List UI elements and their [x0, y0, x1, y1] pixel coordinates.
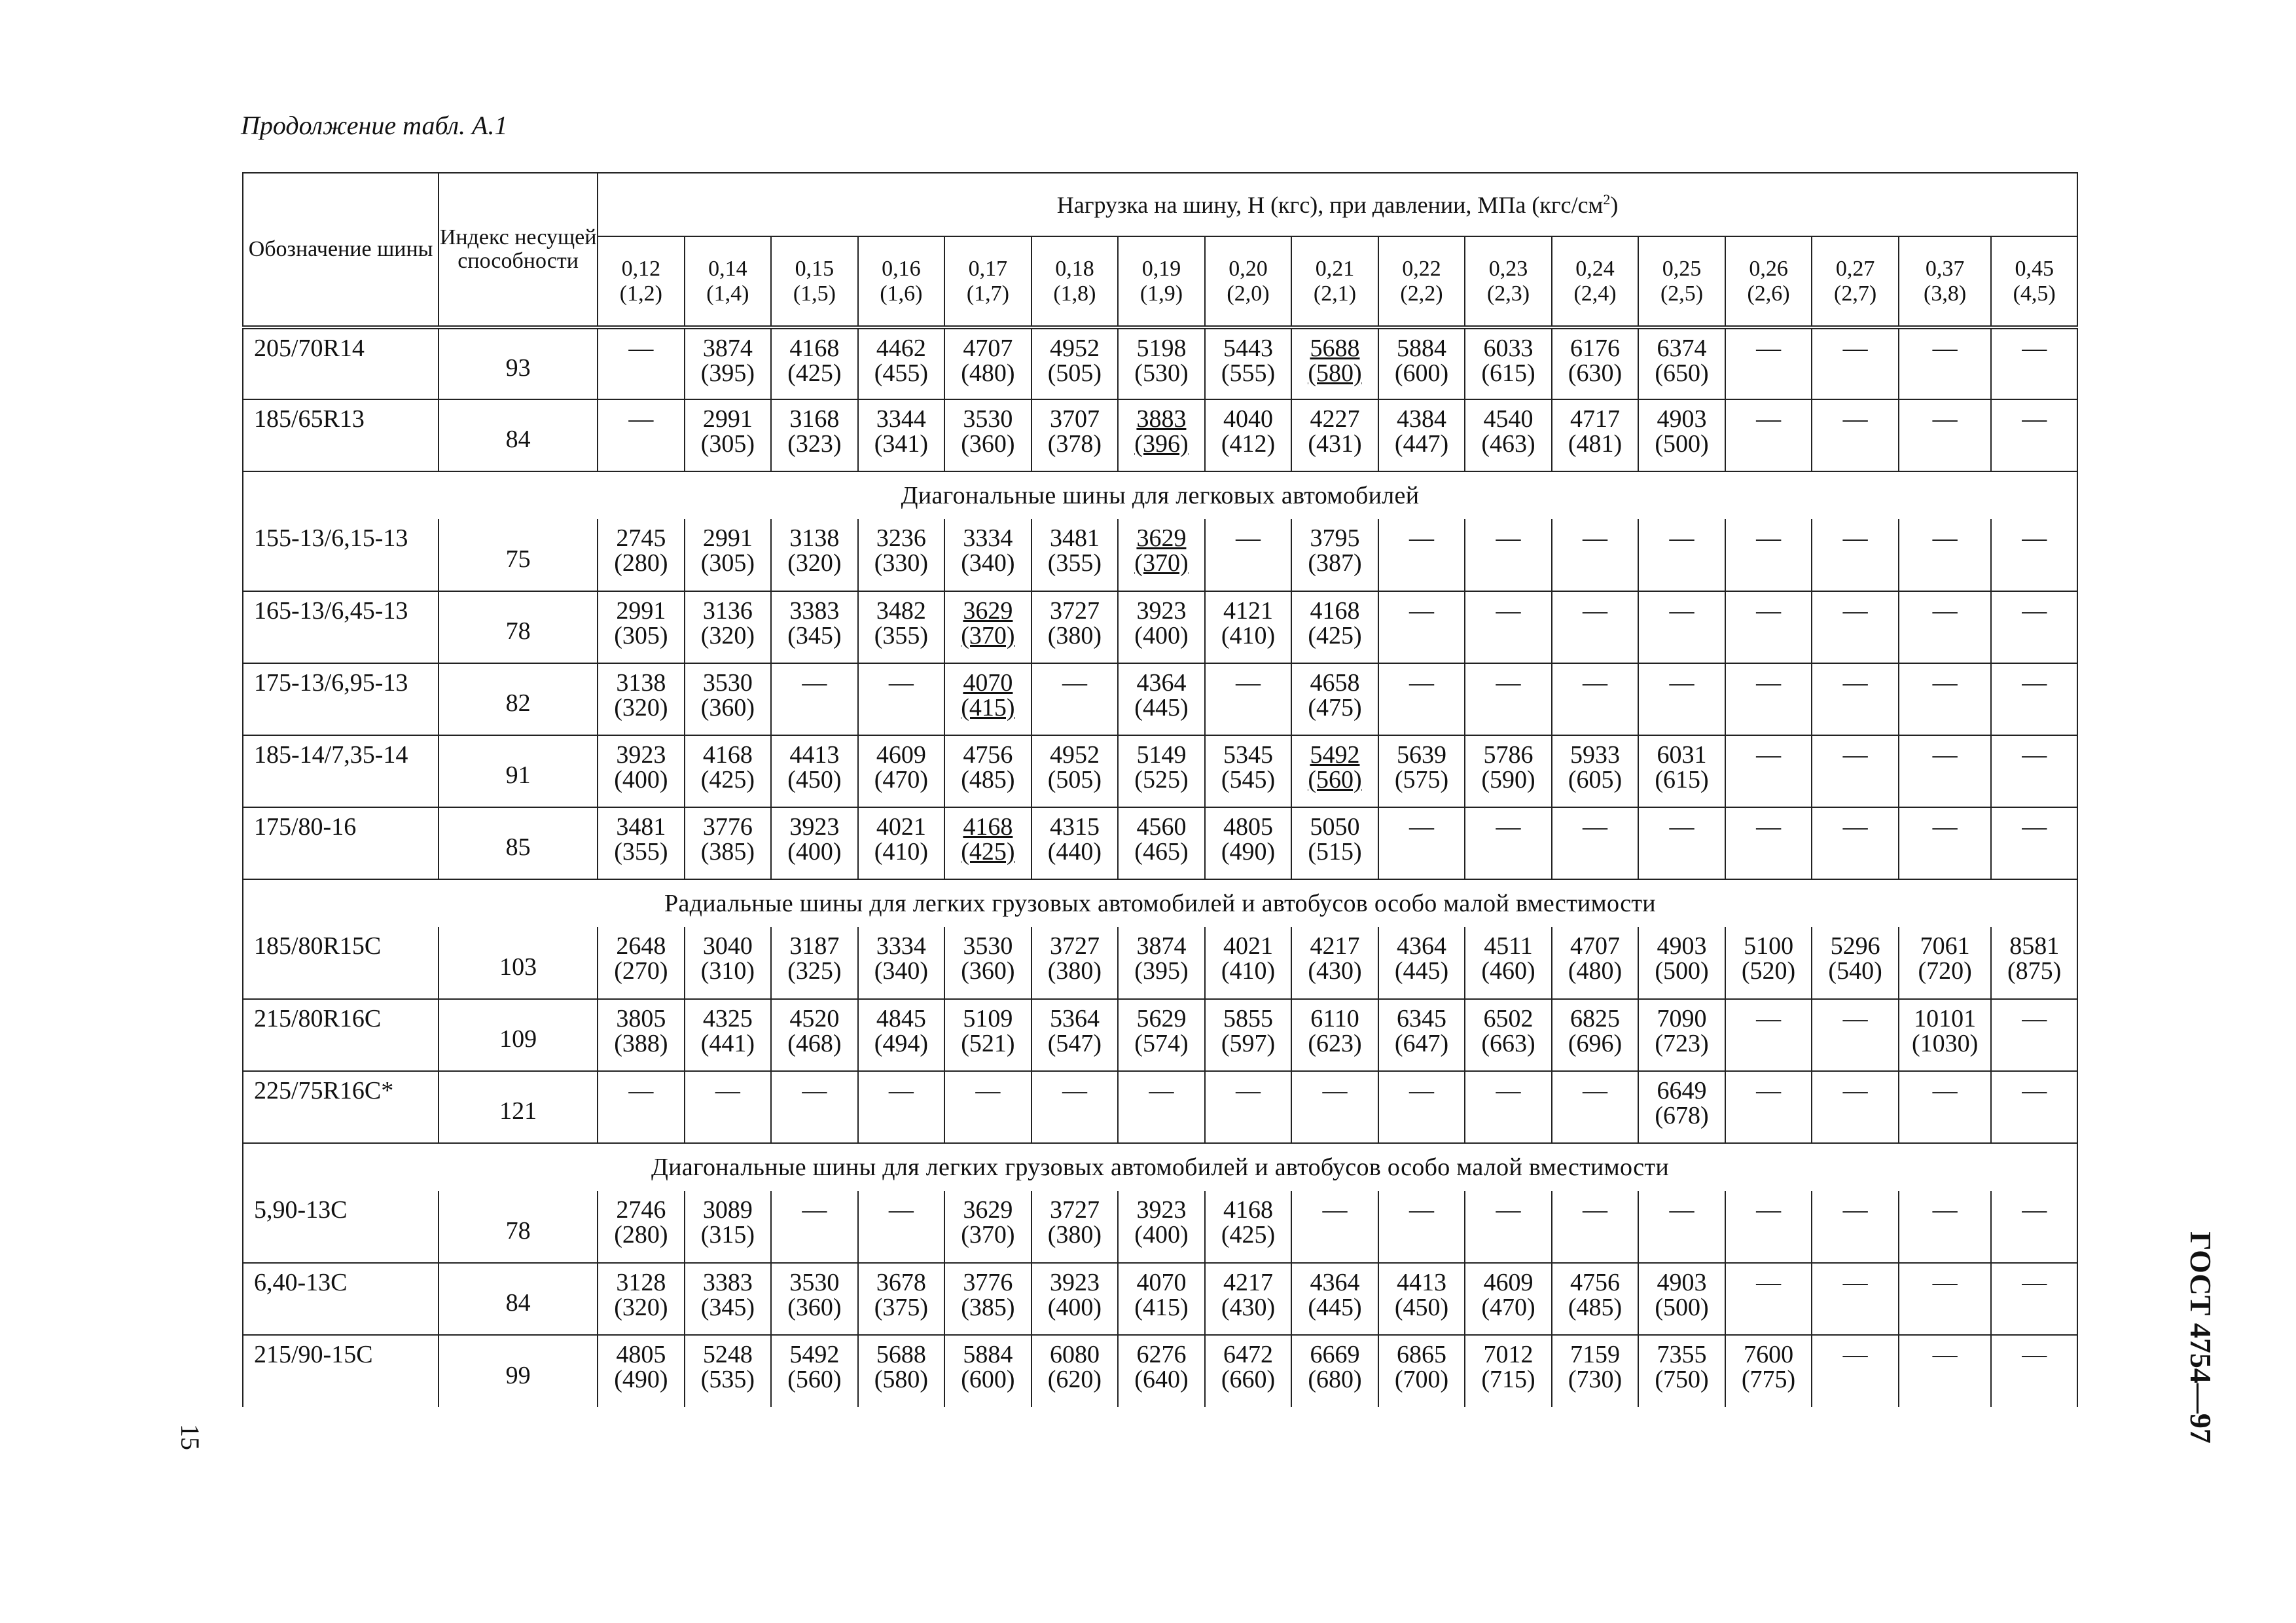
load-cell: 3481 (355): [1031, 519, 1119, 591]
load-cell: 4364 (445): [1378, 927, 1465, 999]
load-cell: 4952 (505): [1031, 327, 1119, 399]
header-pressure: 0,37 (3,8): [1899, 236, 1992, 327]
load-cell: —: [1465, 519, 1552, 591]
table-body: [243, 327, 2077, 1407]
load-cell: —: [1812, 1335, 1899, 1407]
load-cell: —: [1991, 1191, 2077, 1263]
header-pressure: 0,22 (2,2): [1378, 236, 1465, 327]
load-cell: 4168 (425): [685, 735, 772, 807]
load-cell: —: [1378, 1191, 1465, 1263]
table-row: [243, 663, 2077, 735]
load-cell: 4040 (412): [1205, 399, 1292, 471]
load-cell: —: [1991, 1335, 2077, 1407]
load-cell: —: [1465, 1191, 1552, 1263]
load-cell: 3383 (345): [771, 591, 858, 663]
load-cell: 3128 (320): [598, 1263, 685, 1335]
load-cell: —: [1291, 1191, 1378, 1263]
header-pressure: 0,20 (2,0): [1205, 236, 1292, 327]
load-cell: —: [1725, 1191, 1812, 1263]
load-cell: 4021 (410): [1205, 927, 1292, 999]
load-cell: —: [1118, 1071, 1205, 1143]
load-cell: 2745 (280): [598, 519, 685, 591]
load-cell: 7061 (720): [1899, 927, 1992, 999]
load-cell: —: [1205, 1071, 1292, 1143]
load-cell: —: [1725, 399, 1812, 471]
load-cell: 3138 (320): [771, 519, 858, 591]
load-cell: 4903 (500): [1638, 927, 1725, 999]
load-cell: 3530 (360): [944, 927, 1031, 999]
load-cell: —: [598, 1071, 685, 1143]
document-code: ГОСТ 4754—97: [2183, 1231, 2217, 1444]
load-cell: —: [1812, 735, 1899, 807]
section-row: [243, 471, 2077, 519]
load-cell: 3344 (341): [858, 399, 945, 471]
load-cell: —: [1991, 519, 2077, 591]
table-row: [243, 1335, 2077, 1407]
load-cell: 6472 (660): [1205, 1335, 1292, 1407]
load-cell: —: [1205, 663, 1292, 735]
load-cell: 3136 (320): [685, 591, 772, 663]
load-cell: 5786 (590): [1465, 735, 1552, 807]
load-cell: —: [1725, 735, 1812, 807]
load-cell: 4462 (455): [858, 327, 945, 399]
header-pressure: 0,21 (2,1): [1291, 236, 1378, 327]
load-cell: 4511 (460): [1465, 927, 1552, 999]
load-cell: —: [1899, 591, 1992, 663]
load-cell: —: [1465, 1071, 1552, 1143]
load-cell: —: [1812, 1071, 1899, 1143]
header-load-group: Нагрузка на шину, Н (кгс), при давлении, МПа $(кгс/см^2)$: [598, 173, 2077, 236]
tire-designation: 215/80R16C: [243, 999, 439, 1071]
load-cell: —: [1991, 399, 2077, 471]
load-cell: 3334 (340): [858, 927, 945, 999]
load-cell: 6033 (615): [1465, 327, 1552, 399]
load-cell: —: [1552, 519, 1639, 591]
table-row: [243, 519, 2077, 591]
load-cell: 3776 (385): [944, 1263, 1031, 1335]
header-designation: Обозначение шины: [243, 173, 439, 327]
load-cell: 6502 (663): [1465, 999, 1552, 1071]
load-cell: 4325 (441): [685, 999, 772, 1071]
table-row: [243, 999, 2077, 1071]
load-cell: 4070 (415): [1118, 1263, 1205, 1335]
load-cell: 3923 (400): [1118, 1191, 1205, 1263]
load-cell: 5884 (600): [944, 1335, 1031, 1407]
load-cell: 3727 (380): [1031, 1191, 1119, 1263]
load-cell: —: [1812, 1191, 1899, 1263]
load-cell: 3530 (360): [685, 663, 772, 735]
load-cell: —: [1991, 591, 2077, 663]
load-cell: —: [1899, 1191, 1992, 1263]
load-index: 75: [439, 519, 598, 591]
load-cell: 6669 (680): [1291, 1335, 1378, 1407]
load-cell: 3923 (400): [771, 807, 858, 879]
load-cell: 3040 (310): [685, 927, 772, 999]
load-cell: 4315 (440): [1031, 807, 1119, 879]
load-cell: 4903 (500): [1638, 1263, 1725, 1335]
load-index: 78: [439, 591, 598, 663]
load-cell: 3089 (315): [685, 1191, 772, 1263]
load-cell: 10101 (1030): [1899, 999, 1992, 1071]
load-cell: 4227 (431): [1291, 399, 1378, 471]
tire-designation: 185-14/7,35-14: [243, 735, 439, 807]
load-cell: —: [1725, 663, 1812, 735]
load-cell: 4070 (415): [944, 663, 1031, 735]
tire-designation: 205/70R14: [243, 327, 439, 399]
header-pressure: 0,24 (2,4): [1552, 236, 1639, 327]
load-cell: 6176 (630): [1552, 327, 1639, 399]
table-row: [243, 399, 2077, 471]
load-cell: —: [1899, 735, 1992, 807]
header-pressure: 0,16 (1,6): [858, 236, 945, 327]
load-cell: 3727 (380): [1031, 591, 1119, 663]
load-cell: 5364 (547): [1031, 999, 1119, 1071]
load-cell: —: [1812, 663, 1899, 735]
load-cell: —: [1899, 399, 1992, 471]
load-cell: 3923 (400): [1118, 591, 1205, 663]
section-row: [243, 1143, 2077, 1191]
load-cell: 3481 (355): [598, 807, 685, 879]
load-cell: 4168 (425): [1205, 1191, 1292, 1263]
load-cell: —: [1031, 663, 1119, 735]
load-cell: —: [1991, 663, 2077, 735]
load-cell: 5629 (574): [1118, 999, 1205, 1071]
load-cell: 6649 (678): [1638, 1071, 1725, 1143]
load-cell: 5639 (575): [1378, 735, 1465, 807]
header-pressure: 0,45 (4,5): [1991, 236, 2077, 327]
load-cell: 4805 (490): [598, 1335, 685, 1407]
load-cell: 6080 (620): [1031, 1335, 1119, 1407]
load-cell: 4413 (450): [1378, 1263, 1465, 1335]
load-cell: —: [1899, 663, 1992, 735]
header-pressure: 0,18 (1,8): [1031, 236, 1119, 327]
load-cell: —: [1725, 807, 1812, 879]
section-title: Радиальные шины для легких грузовых автомобилей и автобусов особо малой вместимости: [243, 879, 2077, 927]
tire-designation: 225/75R16C*: [243, 1071, 439, 1143]
load-cell: —: [1899, 1263, 1992, 1335]
load-cell: 6110 (623): [1291, 999, 1378, 1071]
load-cell: 4805 (490): [1205, 807, 1292, 879]
load-cell: 5296 (540): [1812, 927, 1899, 999]
load-cell: 5492 (560): [771, 1335, 858, 1407]
load-cell: 4384 (447): [1378, 399, 1465, 471]
load-cell: 4217 (430): [1291, 927, 1378, 999]
table-caption: Продолжение табл. А.1: [241, 111, 508, 140]
load-cell: 6825 (696): [1552, 999, 1639, 1071]
load-cell: —: [1812, 1263, 1899, 1335]
tire-designation: 175/80-16: [243, 807, 439, 879]
load-cell: 3883 (396): [1118, 399, 1205, 471]
load-cell: 4168 (425): [944, 807, 1031, 879]
load-cell: 4903 (500): [1638, 399, 1725, 471]
load-cell: —: [1378, 663, 1465, 735]
load-cell: 5109 (521): [944, 999, 1031, 1071]
load-cell: —: [1378, 807, 1465, 879]
load-cell: 3236 (330): [858, 519, 945, 591]
load-cell: —: [685, 1071, 772, 1143]
load-cell: 2991 (305): [685, 399, 772, 471]
load-cell: 6276 (640): [1118, 1335, 1205, 1407]
tire-designation: 155-13/6,15-13: [243, 519, 439, 591]
load-cell: —: [598, 327, 685, 399]
load-cell: 3187 (325): [771, 927, 858, 999]
table-row: [243, 927, 2077, 999]
load-cell: 4658 (475): [1291, 663, 1378, 735]
load-cell: 4540 (463): [1465, 399, 1552, 471]
load-cell: —: [1725, 519, 1812, 591]
load-cell: —: [771, 1191, 858, 1263]
load-cell: —: [1205, 519, 1292, 591]
load-cell: 2991 (305): [598, 591, 685, 663]
load-cell: 3530 (360): [771, 1263, 858, 1335]
table-row: [243, 735, 2077, 807]
load-cell: —: [1638, 663, 1725, 735]
load-cell: —: [1552, 591, 1639, 663]
load-cell: —: [598, 399, 685, 471]
table-row: [243, 1263, 2077, 1335]
load-cell: —: [1812, 399, 1899, 471]
load-cell: 4560 (465): [1118, 807, 1205, 879]
load-cell: 7600 (775): [1725, 1335, 1812, 1407]
load-cell: —: [1552, 663, 1639, 735]
load-cell: 7159 (730): [1552, 1335, 1639, 1407]
load-cell: 3629 (370): [944, 1191, 1031, 1263]
section-title: Диагональные шины для легких грузовых автомобилей и автобусов особо малой вместимости: [243, 1143, 2077, 1191]
load-cell: 8581 (875): [1991, 927, 2077, 999]
load-cell: 6865 (700): [1378, 1335, 1465, 1407]
load-cell: 3530 (360): [944, 399, 1031, 471]
load-cell: —: [1899, 1335, 1992, 1407]
load-cell: 3805 (388): [598, 999, 685, 1071]
load-cell: 4845 (494): [858, 999, 945, 1071]
load-cell: 4021 (410): [858, 807, 945, 879]
load-cell: 5443 (555): [1205, 327, 1292, 399]
load-cell: 4364 (445): [1291, 1263, 1378, 1335]
load-cell: 3874 (395): [685, 327, 772, 399]
load-cell: —: [1991, 735, 2077, 807]
tire-designation: 215/90-15C: [243, 1335, 439, 1407]
table-row: [243, 807, 2077, 879]
load-cell: 7090 (723): [1638, 999, 1725, 1071]
load-index: 91: [439, 735, 598, 807]
load-cell: 5198 (530): [1118, 327, 1205, 399]
load-cell: —: [1378, 1071, 1465, 1143]
load-cell: 3923 (400): [1031, 1263, 1119, 1335]
load-cell: 6374 (650): [1638, 327, 1725, 399]
load-cell: 4121 (410): [1205, 591, 1292, 663]
page-number: 15: [175, 1424, 205, 1450]
load-cell: 5149 (525): [1118, 735, 1205, 807]
load-cell: —: [1812, 999, 1899, 1071]
table-row: [243, 591, 2077, 663]
load-cell: 4707 (480): [944, 327, 1031, 399]
load-cell: 4217 (430): [1205, 1263, 1292, 1335]
load-cell: —: [858, 1071, 945, 1143]
load-cell: —: [858, 1191, 945, 1263]
load-cell: —: [1031, 1071, 1119, 1143]
load-cell: —: [1899, 519, 1992, 591]
load-index: 93: [439, 327, 598, 399]
header-pressure: 0,19 (1,9): [1118, 236, 1205, 327]
load-cell: 5248 (535): [685, 1335, 772, 1407]
load-cell: —: [1465, 807, 1552, 879]
load-cell: —: [1638, 591, 1725, 663]
load-cell: —: [858, 663, 945, 735]
load-cell: 4168 (425): [771, 327, 858, 399]
load-cell: 3707 (378): [1031, 399, 1119, 471]
load-cell: 5100 (520): [1725, 927, 1812, 999]
load-index: 82: [439, 663, 598, 735]
load-cell: —: [1899, 327, 1992, 399]
load-index: 85: [439, 807, 598, 879]
load-cell: —: [1638, 807, 1725, 879]
load-cell: 4756 (485): [1552, 1263, 1639, 1335]
load-cell: 3727 (380): [1031, 927, 1119, 999]
load-cell: —: [1638, 1191, 1725, 1263]
tire-designation: 6,40-13C: [243, 1263, 439, 1335]
load-cell: 4952 (505): [1031, 735, 1119, 807]
load-cell: 2991 (305): [685, 519, 772, 591]
load-cell: —: [1638, 519, 1725, 591]
load-cell: —: [1899, 1071, 1992, 1143]
load-index: 103: [439, 927, 598, 999]
load-cell: 4609 (470): [858, 735, 945, 807]
load-cell: —: [1812, 591, 1899, 663]
load-cell: —: [1378, 519, 1465, 591]
table-row: [243, 1191, 2077, 1263]
load-cell: 6345 (647): [1378, 999, 1465, 1071]
load-cell: 5855 (597): [1205, 999, 1292, 1071]
load-cell: 5492 (560): [1291, 735, 1378, 807]
header-pressure: 0,15 (1,5): [771, 236, 858, 327]
load-cell: —: [1991, 1263, 2077, 1335]
load-cell: —: [1291, 1071, 1378, 1143]
load-cell: 5688 (580): [1291, 327, 1378, 399]
load-cell: —: [1552, 1191, 1639, 1263]
load-cell: 3168 (323): [771, 399, 858, 471]
table-row: [243, 1071, 2077, 1143]
table-row: [243, 327, 2077, 399]
load-index: 109: [439, 999, 598, 1071]
load-cell: —: [1812, 519, 1899, 591]
load-cell: 4168 (425): [1291, 591, 1378, 663]
load-cell: —: [1899, 807, 1992, 879]
load-cell: —: [1991, 1071, 2077, 1143]
load-cell: —: [1725, 999, 1812, 1071]
load-cell: —: [771, 663, 858, 735]
load-cell: —: [1465, 591, 1552, 663]
load-cell: —: [1552, 807, 1639, 879]
load-cell: —: [1552, 1071, 1639, 1143]
load-cell: —: [1725, 1071, 1812, 1143]
tire-designation: 165-13/6,45-13: [243, 591, 439, 663]
load-cell: —: [1991, 327, 2077, 399]
load-cell: 3874 (395): [1118, 927, 1205, 999]
load-cell: 5933 (605): [1552, 735, 1639, 807]
load-cell: 3795 (387): [1291, 519, 1378, 591]
load-cell: 3629 (370): [944, 591, 1031, 663]
table-header: [243, 173, 2077, 327]
header-pressure: 0,26 (2,6): [1725, 236, 1812, 327]
load-cell: 2648 (270): [598, 927, 685, 999]
tire-load-table: [242, 172, 2078, 1407]
header-pressure: 0,14 (1,4): [685, 236, 772, 327]
load-index: 78: [439, 1191, 598, 1263]
tire-designation: 185/80R15C: [243, 927, 439, 999]
load-cell: 5050 (515): [1291, 807, 1378, 879]
load-cell: —: [771, 1071, 858, 1143]
load-cell: —: [1812, 327, 1899, 399]
load-cell: 7012 (715): [1465, 1335, 1552, 1407]
tire-designation: 5,90-13C: [243, 1191, 439, 1263]
load-cell: 5884 (600): [1378, 327, 1465, 399]
header-index: Индекс несущей способности: [439, 173, 598, 327]
load-index: 84: [439, 399, 598, 471]
load-cell: —: [1725, 1263, 1812, 1335]
load-index: 84: [439, 1263, 598, 1335]
load-cell: 3138 (320): [598, 663, 685, 735]
load-cell: 6031 (615): [1638, 735, 1725, 807]
load-cell: —: [1991, 807, 2077, 879]
load-cell: —: [1725, 327, 1812, 399]
load-cell: —: [944, 1071, 1031, 1143]
load-cell: 4717 (481): [1552, 399, 1639, 471]
load-cell: 4520 (468): [771, 999, 858, 1071]
load-cell: —: [1725, 591, 1812, 663]
load-cell: 3482 (355): [858, 591, 945, 663]
load-cell: 3776 (385): [685, 807, 772, 879]
load-cell: 4756 (485): [944, 735, 1031, 807]
load-cell: 4707 (480): [1552, 927, 1639, 999]
header-pressure: 0,17 (1,7): [944, 236, 1031, 327]
header-pressure: 0,27 (2,7): [1812, 236, 1899, 327]
load-cell: 7355 (750): [1638, 1335, 1725, 1407]
tire-designation: 185/65R13: [243, 399, 439, 471]
load-cell: 3678 (375): [858, 1263, 945, 1335]
load-cell: 5345 (545): [1205, 735, 1292, 807]
load-cell: 3923 (400): [598, 735, 685, 807]
load-cell: 4413 (450): [771, 735, 858, 807]
load-cell: 3629 (370): [1118, 519, 1205, 591]
load-cell: —: [1465, 663, 1552, 735]
load-cell: 3334 (340): [944, 519, 1031, 591]
header-pressure: 0,12 (1,2): [598, 236, 685, 327]
load-cell: 5688 (580): [858, 1335, 945, 1407]
load-cell: 3383 (345): [685, 1263, 772, 1335]
load-cell: —: [1812, 807, 1899, 879]
load-cell: —: [1991, 999, 2077, 1071]
section-row: [243, 879, 2077, 927]
tire-designation: 175-13/6,95-13: [243, 663, 439, 735]
load-cell: 2746 (280): [598, 1191, 685, 1263]
section-title: Диагональные шины для легковых автомобилей: [243, 471, 2077, 519]
load-index: 121: [439, 1071, 598, 1143]
load-cell: 4364 (445): [1118, 663, 1205, 735]
load-index: 99: [439, 1335, 598, 1407]
load-cell: 4609 (470): [1465, 1263, 1552, 1335]
load-cell: —: [1378, 591, 1465, 663]
header-pressure: 0,25 (2,5): [1638, 236, 1725, 327]
header-pressure: 0,23 (2,3): [1465, 236, 1552, 327]
